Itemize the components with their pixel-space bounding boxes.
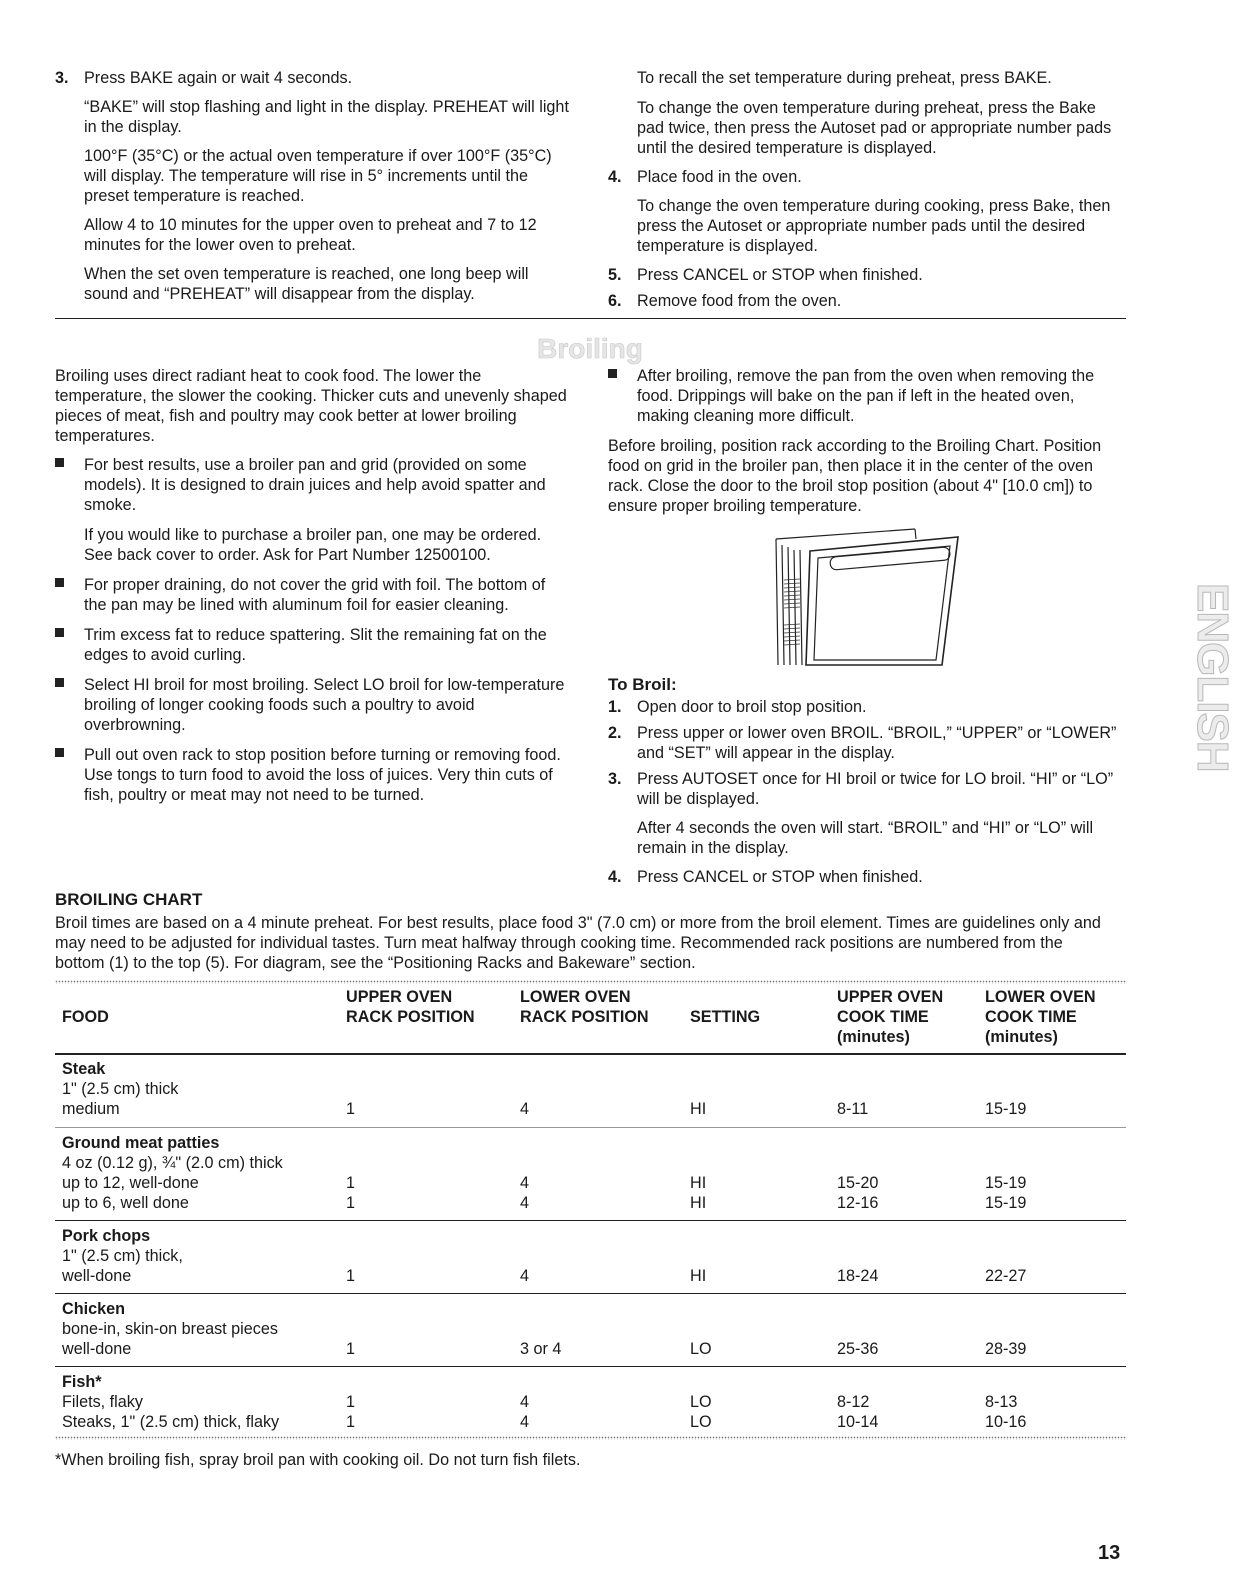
food-name: Fish* (62, 1373, 102, 1391)
food-name: Steak (62, 1060, 106, 1078)
upper-rack-cell (346, 1392, 355, 1432)
value (985, 1319, 1026, 1339)
food-cell (62, 1226, 183, 1286)
value: 22-27 (985, 1267, 1027, 1285)
bullet-icon (55, 628, 64, 637)
value (690, 1319, 712, 1339)
food-detail: 1" (2.5 cm) thick (62, 1080, 179, 1098)
chart-footnote: *When broiling fish, spray broil pan with cooking oil. Do not turn fish filets. (55, 1451, 581, 1469)
step-title: Press CANCEL or STOP when finished. (637, 266, 923, 284)
bullet-item (55, 675, 570, 735)
value: 10-14 (837, 1413, 879, 1431)
table-top-rule (55, 980, 1126, 984)
header-line: LOWER OVEN (520, 988, 631, 1006)
step-title: Place food in the oven. (637, 168, 802, 186)
header-line: LOWER OVEN (985, 988, 1096, 1006)
bullet-text: Trim excess fat to reduce spattering. Slit the remaining fat on the edges to avoid curling. (84, 626, 547, 664)
bake-steps-right (608, 68, 1123, 311)
upper-rack-cell (346, 1246, 355, 1286)
value: 4 (520, 1194, 530, 1212)
value: 8-13 (985, 1393, 1018, 1411)
food-cell (62, 1372, 279, 1432)
bullet-item (55, 455, 570, 565)
header-line: (minutes) (985, 1028, 1058, 1046)
value: LO (690, 1413, 712, 1431)
header-line: RACK POSITION (520, 1008, 649, 1026)
food-cell (62, 1133, 283, 1213)
bake-step-6 (608, 291, 1123, 311)
value: 4 (520, 1393, 530, 1411)
lower-time-cell (985, 1246, 1026, 1286)
header-lower-time (985, 987, 1096, 1047)
food-detail: up to 12, well-done (62, 1174, 199, 1192)
broil-step-1 (608, 697, 1123, 717)
value (690, 1246, 706, 1266)
page-number: 13 (1098, 1542, 1121, 1564)
bake-step-5 (608, 265, 1123, 285)
setting-cell (690, 1153, 706, 1213)
food-detail: 4 oz (0.12 g), ¾" (2.0 cm) thick (62, 1154, 283, 1172)
row-rule (55, 1220, 1126, 1221)
value: 15-19 (985, 1174, 1027, 1192)
oven-door-illustration (770, 525, 970, 670)
value (837, 1153, 878, 1173)
bullet-icon (55, 678, 64, 687)
step-paragraph: 100°F (35°C) or the actual oven temperature if over 100°F (35°C) will display. The temperature will rise in 5° increments until the preset temperature is reached. (84, 147, 552, 205)
upper-time-cell (837, 1392, 878, 1432)
broiling-heading: Broiling (537, 333, 643, 364)
bullet-item (55, 575, 570, 615)
bullet-icon (55, 578, 64, 587)
value (985, 1079, 1026, 1099)
food-detail: Filets, flaky (62, 1393, 143, 1411)
row-rule (55, 1366, 1126, 1367)
bullet-text: Pull out oven rack to stop position before turning or removing food. Use tongs to turn food to avoid the loss of juices. Very thin cuts of fish, poultry or meat may not need to be turned. (84, 746, 561, 804)
food-name: Chicken (62, 1300, 125, 1318)
value: HI (690, 1100, 707, 1118)
recall-text: To recall the set temperature during preheat, press BAKE. (637, 69, 1052, 87)
language-side-tab: ENGLISH (1188, 583, 1237, 772)
step-number: 5. (608, 266, 622, 284)
setting-cell (690, 1392, 712, 1432)
value (520, 1079, 529, 1099)
lower-time-cell (985, 1079, 1026, 1119)
header-setting: SETTING (690, 1008, 761, 1026)
step-number: 1. (608, 698, 622, 716)
bullet-icon (608, 369, 617, 378)
value: 8-11 (837, 1100, 869, 1118)
lower-time-cell (985, 1319, 1026, 1359)
bullet-text: Select HI broil for most broiling. Select LO broil for low-temperature broiling of longer cooking foods such a poultry to avoid overbrowning. (84, 676, 565, 734)
value: 1 (346, 1100, 356, 1118)
step-text: Press upper or lower oven BROIL. “BROIL,” “UPPER” or “LOWER” and “SET” will appear in the display. (637, 724, 1117, 762)
value: 18-24 (837, 1267, 879, 1285)
value (837, 1246, 878, 1266)
step-number: 3. (608, 770, 622, 788)
value: 1 (346, 1413, 356, 1431)
value (985, 1246, 1026, 1266)
header-rule (55, 1053, 1126, 1055)
value: 10-16 (985, 1413, 1027, 1431)
header-lower-rack (520, 987, 649, 1027)
value: 4 (520, 1100, 530, 1118)
bullet-icon (55, 748, 64, 757)
upper-rack-cell (346, 1153, 355, 1213)
broiling-chart-heading: BROILING CHART (55, 890, 203, 909)
step-subtext: After 4 seconds the oven will start. “BROIL” and “HI” or “LO” will remain in the display. (637, 819, 1094, 857)
lower-rack-cell (520, 1319, 561, 1359)
step-paragraph: To change the oven temperature during cooking, press Bake, then press the Autoset or appropriate number pads until the desired temperature is displayed. (637, 197, 1111, 255)
value: 1 (346, 1174, 356, 1192)
step-number: 6. (608, 292, 622, 310)
step-number: 4. (608, 168, 622, 186)
header-line: UPPER OVEN (346, 988, 453, 1006)
value: HI (690, 1174, 707, 1192)
step-title: Press BAKE again or wait 4 seconds. (84, 69, 353, 87)
step-paragraph: “BAKE” will stop flashing and light in the display. PREHEAT will light in the display. (84, 98, 569, 136)
step-number: 4. (608, 868, 622, 886)
value: 15-19 (985, 1194, 1027, 1212)
value: 12-16 (837, 1194, 879, 1212)
value: 1 (346, 1340, 356, 1358)
value (346, 1246, 355, 1266)
broil-step-3 (608, 769, 1123, 858)
setting-cell (690, 1079, 706, 1119)
to-broil-heading: To Broil: (608, 675, 677, 694)
upper-time-cell (837, 1079, 868, 1119)
lower-rack-cell (520, 1153, 529, 1213)
header-food: FOOD (62, 1008, 109, 1026)
food-detail: bone-in, skin-on breast pieces (62, 1320, 278, 1338)
value (690, 1079, 706, 1099)
value: HI (690, 1194, 707, 1212)
food-detail: up to 6, well done (62, 1194, 189, 1212)
header-upper-rack (346, 987, 475, 1027)
step-text: Press AUTOSET once for HI broil or twice for LO broil. “HI” or “LO” will be displayed. (637, 770, 1114, 808)
upper-time-cell (837, 1153, 878, 1213)
bake-step-4 (608, 167, 1123, 256)
food-name: Pork chops (62, 1227, 151, 1245)
header-line: RACK POSITION (346, 1008, 475, 1026)
food-cell (62, 1059, 178, 1119)
value: 1 (346, 1194, 356, 1212)
lower-rack-cell (520, 1079, 529, 1119)
value (837, 1319, 878, 1339)
value: 4 (520, 1267, 530, 1285)
section-divider (55, 318, 1126, 319)
value (346, 1319, 355, 1339)
value: LO (690, 1393, 712, 1411)
value: LO (690, 1340, 712, 1358)
value: HI (690, 1267, 707, 1285)
bullet-text: For best results, use a broiler pan and grid (provided on some models). It is designed to drain juices and help avoid spatter and smoke. (84, 456, 546, 514)
broiling-chart-intro: Broil times are based on a 4 minute preheat. For best results, place food 3" (7.0 cm) or more from the broil element. Times are guidelines only and may need to be adjusted for individual tastes. Turn meat halfway through cooking time. Recommended rack positions are numbered from the bottom (1) to the top (5). For diagram, see the “Positioning Racks and Bakeware” section. (55, 914, 1101, 972)
header-line: (minutes) (837, 1028, 910, 1046)
step-text: Open door to broil stop position. (637, 698, 867, 716)
food-detail: Steaks, 1" (2.5 cm) thick, flaky (62, 1413, 280, 1431)
setting-cell (690, 1246, 706, 1286)
value (520, 1153, 529, 1173)
step-title: Remove food from the oven. (637, 292, 842, 310)
value: 3 or 4 (520, 1340, 562, 1358)
value: 28-39 (985, 1340, 1027, 1358)
setting-cell (690, 1319, 712, 1359)
step-number: 2. (608, 724, 622, 742)
lower-rack-cell (520, 1392, 529, 1432)
bullet-text: For proper draining, do not cover the grid with foil. The bottom of the pan may be lined with aluminum foil for easier cleaning. (84, 576, 546, 614)
lower-rack-cell (520, 1246, 529, 1286)
row-rule (55, 1293, 1126, 1294)
table-bottom-rule (55, 1436, 1126, 1440)
lower-time-cell (985, 1153, 1026, 1213)
value: 8-12 (837, 1393, 870, 1411)
header-line: COOK TIME (985, 1008, 1077, 1026)
upper-time-cell (837, 1319, 878, 1359)
broil-step-4 (608, 867, 1123, 887)
food-detail: medium (62, 1100, 120, 1118)
food-cell (62, 1299, 278, 1359)
broiling-intro: Broiling uses direct radiant heat to cook food. The lower the temperature, the slower the cooking. Thicker cuts and unevenly shaped pieces of meat, fish and poultry may cook better at lower broiling temperatures. (55, 367, 567, 445)
food-detail: 1" (2.5 cm) thick, (62, 1247, 183, 1265)
value (837, 1079, 868, 1099)
step-number: 3. (55, 69, 69, 87)
value: 25-36 (837, 1340, 879, 1358)
upper-time-cell (837, 1246, 878, 1286)
header-line: COOK TIME (837, 1008, 929, 1026)
header-line: UPPER OVEN (837, 988, 944, 1006)
value (690, 1153, 706, 1173)
value (346, 1153, 355, 1173)
value: 15-20 (837, 1174, 879, 1192)
lower-time-cell (985, 1392, 1026, 1432)
upper-rack-cell (346, 1079, 355, 1119)
value (520, 1246, 529, 1266)
row-rule (55, 1127, 1126, 1128)
broil-step-2 (608, 723, 1123, 763)
bullet-text: After broiling, remove the pan from the oven when removing the food. Drippings will bake on the pan if left in the heated oven, making cleaning more difficult. (637, 367, 1095, 425)
value (985, 1153, 1026, 1173)
bake-step-3 (55, 68, 570, 304)
bullet-item (608, 366, 1123, 426)
bullet-item (55, 625, 570, 665)
broiling-left-column (55, 366, 570, 805)
before-broiling-text: Before broiling, position rack according to the Broiling Chart. Position food on grid in the broiler pan, then place it in the center of the oven rack. Close the door to the broil stop position (about 4" [10.0 cm]) to ensure proper broiling temperature. (608, 437, 1102, 515)
value: 1 (346, 1267, 356, 1285)
bullet-icon (55, 458, 64, 467)
value: 15-19 (985, 1100, 1027, 1118)
food-detail: well-done (62, 1340, 132, 1358)
bullet-subtext: If you would like to purchase a broiler pan, one may be ordered. See back cover to order. Ask for Part Number 12500100. (84, 526, 542, 564)
to-broil-section (608, 675, 1123, 887)
food-name: Ground meat patties (62, 1134, 220, 1152)
step-text: Press CANCEL or STOP when finished. (637, 868, 923, 886)
value: 4 (520, 1174, 530, 1192)
broiling-right-column (608, 366, 1123, 516)
step-paragraph: When the set oven temperature is reached, one long beep will sound and “PREHEAT” will disappear from the display. (84, 265, 529, 303)
bullet-item (55, 745, 570, 805)
header-upper-time (837, 987, 943, 1047)
value (520, 1319, 561, 1339)
step-paragraph: Allow 4 to 10 minutes for the upper oven to preheat and 7 to 12 minutes for the lower oven to preheat. (84, 216, 537, 254)
value: 4 (520, 1413, 530, 1431)
value (346, 1079, 355, 1099)
value: 1 (346, 1393, 356, 1411)
upper-rack-cell (346, 1319, 355, 1359)
change-preheat-text: To change the oven temperature during preheat, press the Bake pad twice, then press the Autoset pad or appropriate number pads until the desired temperature is displayed. (637, 99, 1112, 157)
food-detail: well-done (62, 1267, 132, 1285)
